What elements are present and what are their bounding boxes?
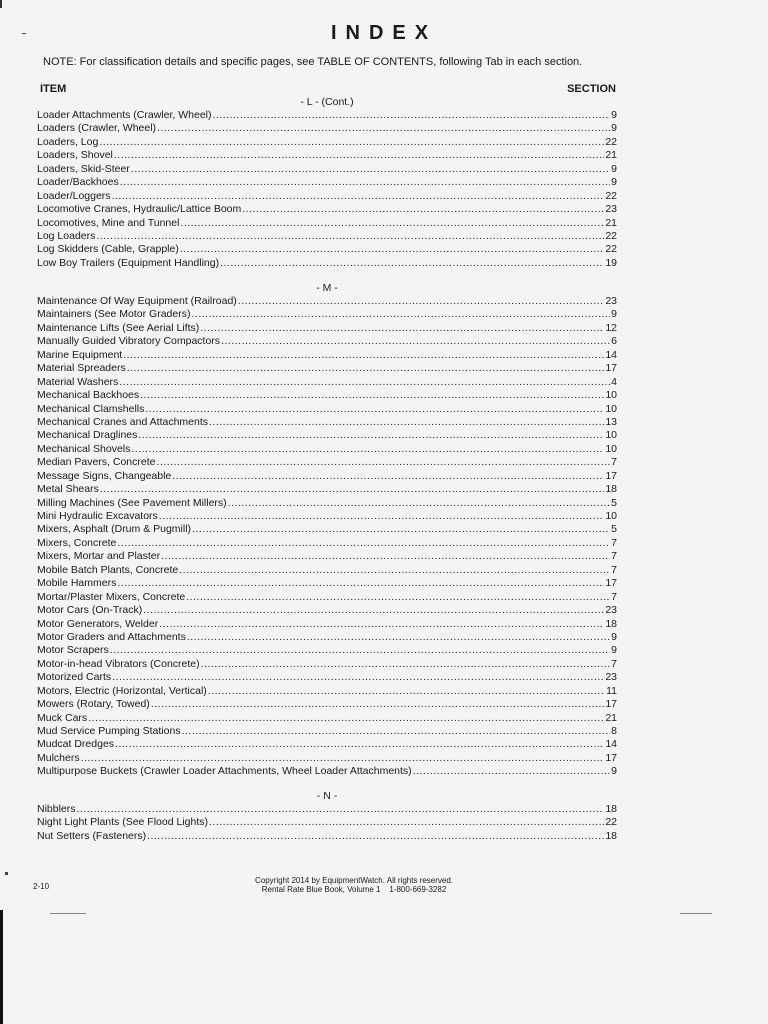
index-entry [37,510,617,523]
index-entry [37,122,617,135]
index-entry-section-number: 10 [605,442,617,455]
index-entry-label: Mini Hydraulic Excavators [37,510,158,522]
index-entry-label: Locomotives, Mine and Tunnel [37,216,180,229]
index-entry [37,389,617,402]
index-entry-section-number: 11 [606,684,617,697]
index-entry-label: Mixers, Asphalt (Drum & Pugmill) [37,523,192,536]
index-entry [37,698,617,711]
dot-leader [120,176,610,189]
scan-speck [5,872,8,875]
index-entry [37,456,617,469]
index-entry-label: Mobile Hammers [37,577,117,590]
index-entry-section-number: 7 [611,590,617,603]
index-entry-section-number: 9 [611,109,617,121]
dot-leader [114,149,604,162]
index-entry-section-number: 7 [611,550,617,563]
dot-leader [151,698,605,711]
index-entry-section-number: 9 [611,308,617,321]
index-entry [37,497,617,510]
dot-leader [119,376,610,389]
index-entry-section-number: 6 [611,335,617,348]
index-entry-section-number: 10 [605,429,617,442]
index-entry-section-number: 5 [611,496,617,509]
index-entry-label: Material Washers [37,375,119,388]
index-entry [37,362,617,375]
index-entry [37,176,617,189]
dot-leader [81,752,605,765]
index-entry-section-number: 18 [605,617,617,630]
index-entry-section-number: 21 [605,149,617,162]
dot-leader [201,658,611,671]
footer [0,876,708,894]
dot-leader [117,537,610,550]
index-entry-section-number: 9 [611,176,617,189]
index-section-m [37,282,617,779]
index-entry [37,644,617,657]
index-entry-section-number: 12 [605,321,617,334]
index-entry [37,816,617,829]
index-entry-label: Milling Machines (See Pavement Millers) [37,496,227,509]
footer-copyright: Copyright 2014 by EquipmentWatch. All rights reserved. [254,876,454,885]
index-entry-label: Loaders, Log [37,135,99,148]
index-entry-section-number: 9 [611,630,617,643]
index-section-l [37,96,617,270]
index-entry-section-number: 23 [605,671,617,684]
index-entry-label: Motor Graders and Attachments [37,630,186,643]
dot-leader [123,349,604,362]
index-entry [37,591,617,604]
index-entry [37,109,617,122]
index-entry-label: Loader/Backhoes [37,176,119,189]
index-entry-section-number: 22 [605,189,617,202]
index-entry [37,163,617,176]
dot-leader [77,803,605,816]
index-entry-section-number: 22 [605,243,617,256]
index-entry-label: Maintenance Of Way Equipment (Railroad) [37,295,237,307]
dot-leader [138,429,604,442]
index-entry [37,685,617,698]
index-entry [37,403,617,416]
index-entry-section-number: 8 [611,725,617,737]
dot-leader [172,470,604,483]
index-entry-label: Mixers, Mortar and Plaster [37,550,161,563]
index-entry [37,738,617,751]
dot-leader [131,443,604,456]
index-entry [37,203,617,216]
index-entry [37,295,617,308]
index-entry [37,335,617,348]
dot-leader [112,190,605,203]
dot-leader [117,577,604,590]
index-entry-label: Low Boy Trailers (Equipment Handling) [37,256,220,269]
section-heading: - N - [316,790,338,802]
dot-leader [221,335,610,348]
dot-leader [112,671,604,684]
index-entry [37,577,617,590]
index-entry-label: Mechanical Clamshells [37,402,145,415]
index-entry-label: Median Pavers, Concrete [37,456,156,469]
index-entry-section-number: 7 [611,456,617,469]
index-entry-label: Loaders, Shovel [37,149,113,162]
scan-line [50,913,86,914]
index-entry [37,550,617,563]
dot-leader [220,257,604,270]
index-entry-section-number: 18 [605,829,617,842]
index-entry [37,308,617,321]
index-entry-section-number: 22 [605,229,617,242]
index-entry-label: Nut Setters (Fasteners) [37,829,147,842]
index-entry-label: Motor-in-head Vibrators (Concrete) [37,657,200,670]
index-entry [37,752,617,765]
index-entry-label: Motor Cars (On-Track) [37,604,143,617]
index-entry-label: Motor Generators, Welder [37,617,159,630]
index-entry-label: Multipurpose Buckets (Crawler Loader Attachments, Wheel Loader Attachments) [37,765,412,778]
dot-leader [182,725,611,738]
index-entry-section-number: 19 [605,256,617,269]
index-entry-label: Log Skidders (Cable, Grapple) [37,243,179,256]
index-entry-section-number: 22 [605,816,617,829]
index-entry [37,564,617,577]
index-entry-label: Mud Service Pumping Stations [37,725,181,737]
dot-leader [131,163,610,176]
index-entry-section-number: 17 [605,577,617,590]
index-entry-section-number: 9 [611,122,617,135]
dot-leader [238,295,605,308]
dot-leader [115,738,604,751]
dot-leader [180,217,604,230]
index-entry-section-number: 17 [605,698,617,711]
index-entry-label: Mudcat Dredges [37,738,115,751]
dot-leader [156,456,610,469]
dot-leader [96,230,604,243]
index-entry-section-number: 14 [605,738,617,751]
index-entry-label: Loader/Loggers [37,189,111,202]
index-entry-label: Loaders (Crawler, Wheel) [37,122,157,135]
dot-leader [187,631,610,644]
index-entry-label: Mobile Batch Plants, Concrete [37,563,179,576]
index-entry [37,322,617,335]
dot-leader [200,322,604,335]
index-entry-section-number: 10 [605,510,617,522]
dot-leader [88,712,604,725]
index-entry-label: Mixers, Concrete [37,536,117,549]
scan-edge [0,910,3,1024]
index-entry [37,631,617,644]
index-entry [37,618,617,631]
index-entry [37,416,617,429]
index-entry [37,523,617,536]
index-entry [37,671,617,684]
index-entry-section-number: 23 [605,295,617,307]
index-entry [37,803,617,816]
dot-leader [242,203,604,216]
index-entry [37,217,617,230]
index-entry-section-number: 10 [605,389,617,402]
index-entry [37,243,617,256]
item-column-header: ITEM [40,83,67,95]
index-entry [37,712,617,725]
dot-leader [127,362,605,375]
dot-leader [208,685,605,698]
index-entry [37,765,617,778]
index-entry-section-number: 5 [611,523,617,536]
index-entry-section-number: 4 [611,375,617,388]
index-entry-label: Mechanical Backhoes [37,389,140,402]
index-entry-section-number: 7 [611,657,617,670]
index-entry-section-number: 13 [605,415,617,428]
section-heading: - L - (Cont.) [300,96,354,108]
index-entry-section-number: 18 [605,483,617,496]
scan-mark [0,0,2,8]
index-entry-label: Mowers (Rotary, Towed) [37,698,150,711]
index-entry-label: Mechanical Draglines [37,429,138,442]
index-entry [37,470,617,483]
index-entry-section-number: 22 [605,135,617,148]
dot-leader [179,564,610,577]
index-entry [37,830,617,843]
dot-leader [145,403,604,416]
index-entry-section-number: 23 [605,604,617,617]
scan-line [680,913,712,914]
index-entry [37,483,617,496]
index-entry-label: Mechanical Shovels [37,442,131,455]
index-entry-label: Log Loaders [37,229,96,242]
index-entry-label: Maintainers (See Motor Graders) [37,308,191,321]
index-entry-label: Manually Guided Vibratory Compactors [37,335,221,348]
index-entry-section-number: 17 [605,469,617,482]
dot-leader [228,497,611,510]
dot-leader [209,416,604,429]
classification-note: NOTE: For classification details and specific pages, see TABLE OF CONTENTS, following Tab in each section. [43,56,583,68]
section-column-header: SECTION [567,83,616,95]
index-entry-label: Message Signs, Changeable [37,469,172,482]
dot-leader [180,243,604,256]
dot-leader [99,136,604,149]
dot-leader [159,510,605,523]
index-entry [37,230,617,243]
index-entry-section-number: 9 [611,644,617,657]
index-entry-section-number: 18 [605,803,617,815]
index-entry [37,443,617,456]
footer-book: Rental Rate Blue Book, Volume 1 1-800-669-3282 [261,885,447,894]
page-title: INDEX [330,22,438,44]
dot-leader [209,816,604,829]
index-entry-section-number: 17 [605,362,617,375]
index-entry-section-number: 9 [611,162,617,175]
index-entry [37,149,617,162]
index-entry-label: Marine Equipment [37,348,123,361]
index-entry-label: Motorized Carts [37,671,112,684]
index-entry-label: Loaders, Skid-Steer [37,162,130,175]
index-entry [37,429,617,442]
index-entry-label: Locomotive Cranes, Hydraulic/Lattice Boom [37,203,242,216]
index-entry-label: Maintenance Lifts (See Aerial Lifts) [37,321,200,334]
index-entry [37,257,617,270]
index-entry [37,376,617,389]
index-entry-label: Loader Attachments (Crawler, Wheel) [37,109,212,121]
index-entry-section-number: 14 [605,348,617,361]
index-entry [37,537,617,550]
index-entry-label: Motor Scrapers [37,644,109,657]
index-entry [37,190,617,203]
index-entry-section-number: 10 [605,402,617,415]
index-entry [37,349,617,362]
section-heading: - M - [316,282,338,294]
dot-leader [192,523,610,536]
index-entry-label: Muck Cars [37,711,88,724]
index-entry [37,136,617,149]
dot-leader [186,591,610,604]
index-entry [37,604,617,617]
index-entry-label: Night Light Plants (See Flood Lights) [37,816,209,829]
dot-leader [143,604,604,617]
dot-leader [157,122,610,135]
dot-leader [413,765,610,778]
dot-leader [161,550,610,563]
dot-leader [213,109,611,122]
dot-leader [140,389,604,402]
page-number: 2-10 [33,882,50,891]
index-entry [37,658,617,671]
index-section-n [37,790,617,843]
index-entry-label: Metal Shears [37,483,99,496]
dot-leader [100,483,604,496]
index-entry-label: Material Spreaders [37,362,126,375]
dot-leader [191,308,610,321]
index-entry-label: Motors, Electric (Horizontal, Vertical) [37,684,207,697]
dot-leader [110,644,610,657]
dot-leader [147,830,604,843]
index-entry-section-number: 21 [605,216,617,229]
index-entry-section-number: 21 [605,711,617,724]
index-entry-section-number: 17 [605,751,617,764]
index-entry-section-number: 7 [611,536,617,549]
index-entry-section-number: 23 [605,203,617,216]
index-entry-label: Mulchers [37,751,80,764]
index-entry-section-number: 9 [611,765,617,778]
index-entry-label: Mechanical Cranes and Attachments [37,415,209,428]
index-entry-label: Mortar/Plaster Mixers, Concrete [37,590,186,603]
dot-leader [159,618,604,631]
index-entry [37,725,617,738]
index-entry-label: Nibblers [37,803,76,815]
index-entry-section-number: 7 [611,563,617,576]
